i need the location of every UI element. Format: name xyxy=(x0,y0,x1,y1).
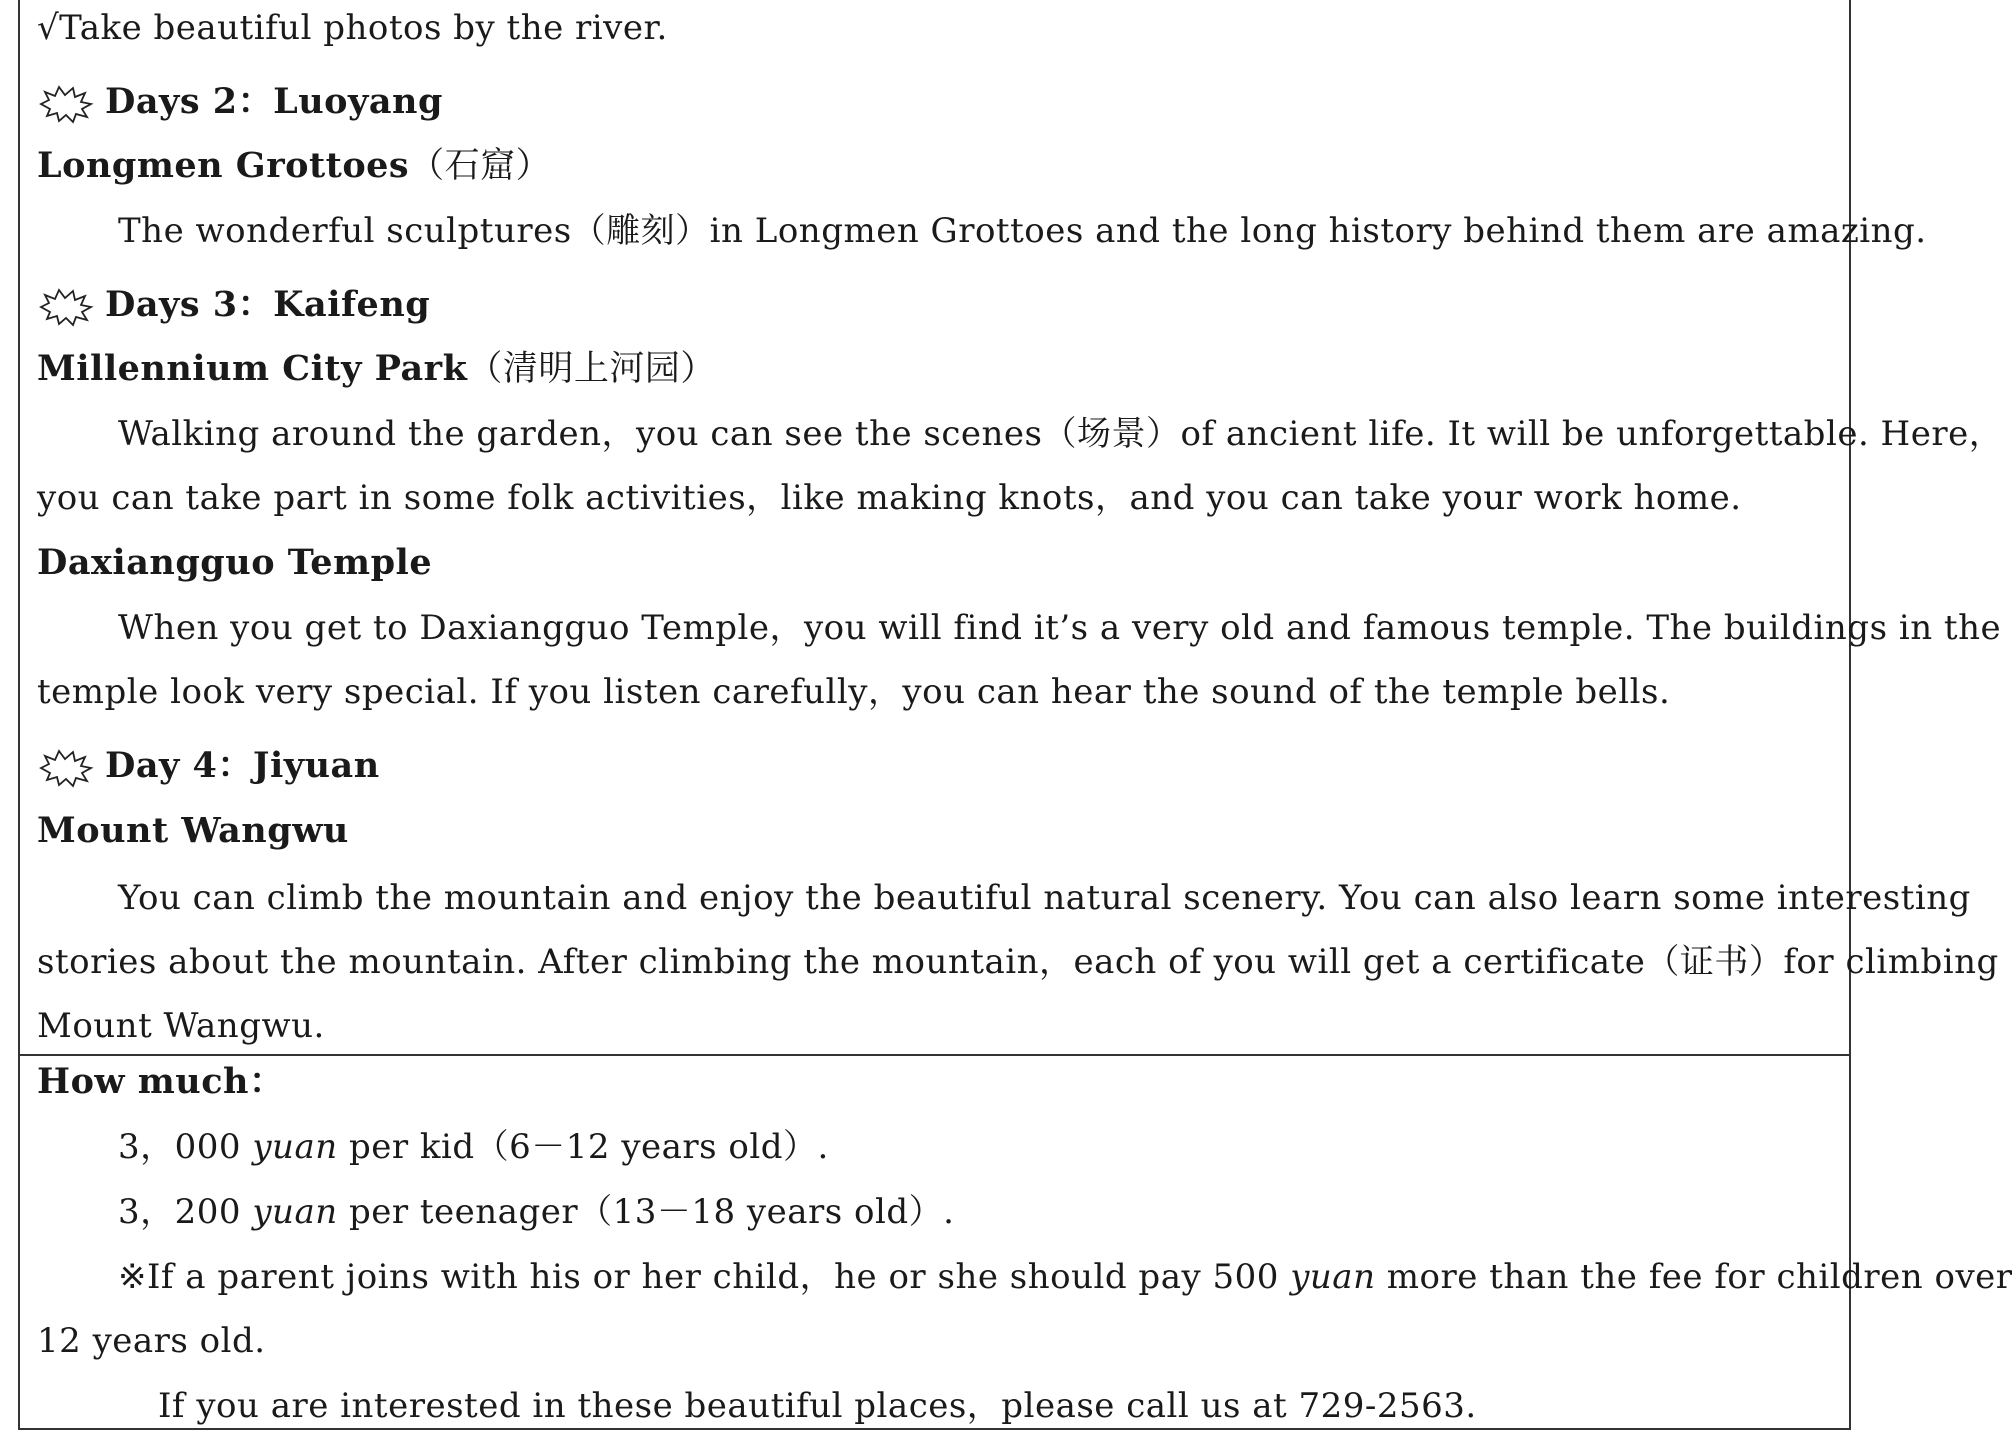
starburst-icon xyxy=(37,748,95,788)
day3-desc1-line2: you can take part in some folk activities，like making knots，and you can take your work home. xyxy=(37,478,1742,518)
kid-unit: yuan xyxy=(252,1127,338,1167)
place-name: Millennium City Park xyxy=(37,348,468,389)
day2-place-title xyxy=(37,146,551,186)
intro-tip: √Take beautiful photos by the river. xyxy=(37,8,668,48)
teen-unit: yuan xyxy=(252,1192,338,1232)
day4-desc-line2: stories about the mountain. After climbing the mountain，each of you will get a certificate（证书）for climbing xyxy=(37,942,1999,982)
note-unit: yuan xyxy=(1290,1257,1376,1297)
starburst-icon xyxy=(37,84,95,124)
note-post: more than the fee for children over xyxy=(1386,1257,2013,1297)
day2-heading: Days 2：Luoyang xyxy=(105,81,443,122)
day3-heading: Days 3：Kaifeng xyxy=(105,284,431,325)
teen-rest: per teenager（13－18 years old）. xyxy=(348,1192,955,1232)
day3-place2-title: Daxiangguo Temple xyxy=(37,542,433,583)
teen-amount: 3，200 xyxy=(118,1192,242,1232)
day4-place-title: Mount Wangwu xyxy=(37,810,349,851)
kid-rest: per kid（6－12 years old）. xyxy=(348,1127,829,1167)
day3-desc1-line1: Walking around the garden，you can see the scenes（场景）of ancient life. It will be unforgettable. Here， xyxy=(118,414,2004,454)
price-kid xyxy=(118,1127,829,1167)
day4-heading: Day 4：Jiyuan xyxy=(105,745,380,786)
day3-heading-row xyxy=(37,285,430,327)
day4-desc-line3: Mount Wangwu. xyxy=(37,1006,325,1046)
contact-line: If you are interested in these beautiful places，please call us at 729-2563. xyxy=(158,1386,1477,1426)
day4-heading-row xyxy=(37,746,380,788)
day3-desc2-line1: When you get to Daxiangguo Temple，you will find it’s a very old and famous temple. The buildings in the xyxy=(118,608,2002,648)
day3-place1-title xyxy=(37,349,716,389)
day2-description: The wonderful sculptures（雕刻）in Longmen Grottoes and the long history behind them are amazing. xyxy=(118,211,1927,251)
kid-amount: 3，000 xyxy=(118,1127,242,1167)
day2-heading-row xyxy=(37,82,443,124)
note-pre: ※If a parent joins with his or her child，he or she should pay 500 xyxy=(118,1257,1279,1297)
place-name: Longmen Grottoes xyxy=(37,145,410,186)
place-cn: （石窟） xyxy=(409,146,552,186)
price-heading: How much： xyxy=(37,1061,285,1102)
price-note-line2: 12 years old. xyxy=(37,1321,266,1361)
place-cn: （清明上河园） xyxy=(467,349,716,389)
day4-desc-line1: You can climb the mountain and enjoy the beautiful natural scenery. You can also learn some interesting xyxy=(118,878,1971,918)
starburst-icon xyxy=(37,287,95,327)
day3-desc2-line2: temple look very special. If you listen carefully，you can hear the sound of the temple bells. xyxy=(37,672,1671,712)
price-teen xyxy=(118,1192,954,1232)
price-note-line1 xyxy=(118,1257,2013,1297)
section-divider xyxy=(18,1054,1851,1056)
